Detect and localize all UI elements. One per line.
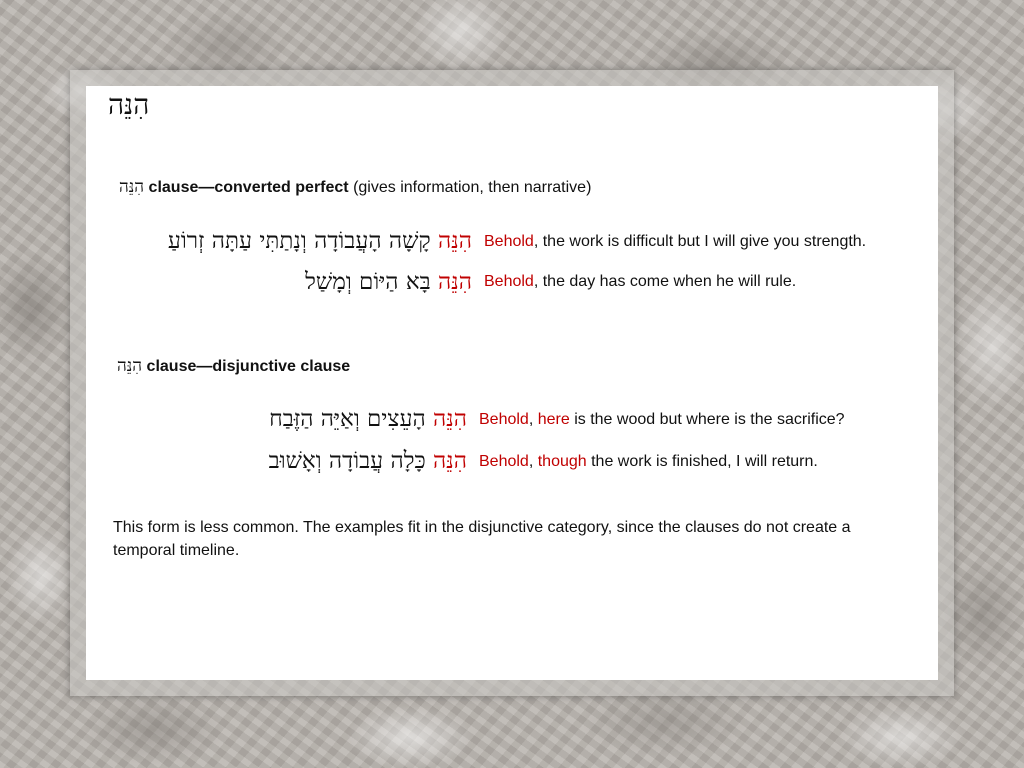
separator: , [528,453,538,470]
hebrew-keyword: הִנֵּה [433,448,467,474]
behold-keyword: Behold [479,453,529,470]
slide-title: הִנֵּה [108,88,150,121]
slide [86,86,938,680]
explanatory-note: This form is less common. The examples fit in the disjunctive category, since the clauses do not create a temporal timeline. [113,519,851,559]
section2-heading-hebrew: הִנֵּה [117,356,143,376]
section1-example-2-translation [484,273,796,291]
section1-heading [119,177,591,197]
section2-example-2-translation [479,453,818,471]
section2-heading-bold: clause—disjunctive clause [146,358,351,375]
section2-heading [117,356,350,376]
hebrew-text: קָשָׁה הָעֲבוֹדָה וְנָתַתִּי עַתָּה זְרוֹעַ [167,228,431,254]
translation-text: is the wood but where is the sacrifice? [569,411,845,428]
separator: , [528,411,538,428]
hebrew-text: בָּא הַיּוֹם וְמָשַׁל [305,269,431,295]
translation-text: , the day has come when he will rule. [533,273,797,290]
behold-keyword: Behold [479,411,529,428]
translation-text: , the work is difficult but I will give you strength. [533,233,867,250]
highlight-word: here [537,411,570,428]
hebrew-keyword: הִנֵּה [433,406,467,432]
section1-example-2-hebrew [86,269,472,301]
section1-example-1-translation [484,233,866,251]
section2-example-1-hebrew [86,406,467,438]
section2-example-1-translation [479,411,845,429]
hebrew-keyword: הִנֵּה [438,228,472,254]
section2-example-2-hebrew [86,448,467,480]
behold-keyword: Behold [484,273,534,290]
section1-example-1-hebrew [86,228,472,260]
section1-heading-paren: (gives information, then narrative) [353,179,592,196]
section1-heading-bold: clause—converted perfect [148,179,349,196]
hebrew-text: הָעֵצִים וְאַיֵּה הַזֶּבַח [269,406,426,432]
highlight-word: though [537,453,587,470]
translation-text: the work is finished, I will return. [586,453,818,470]
hebrew-text: כָּלָה עֲבוֹדָה וְאָשׁוּב [268,448,426,474]
behold-keyword: Behold [484,233,534,250]
hebrew-keyword: הִנֵּה [438,269,472,295]
section1-heading-hebrew: הִנֵּה [119,177,145,197]
